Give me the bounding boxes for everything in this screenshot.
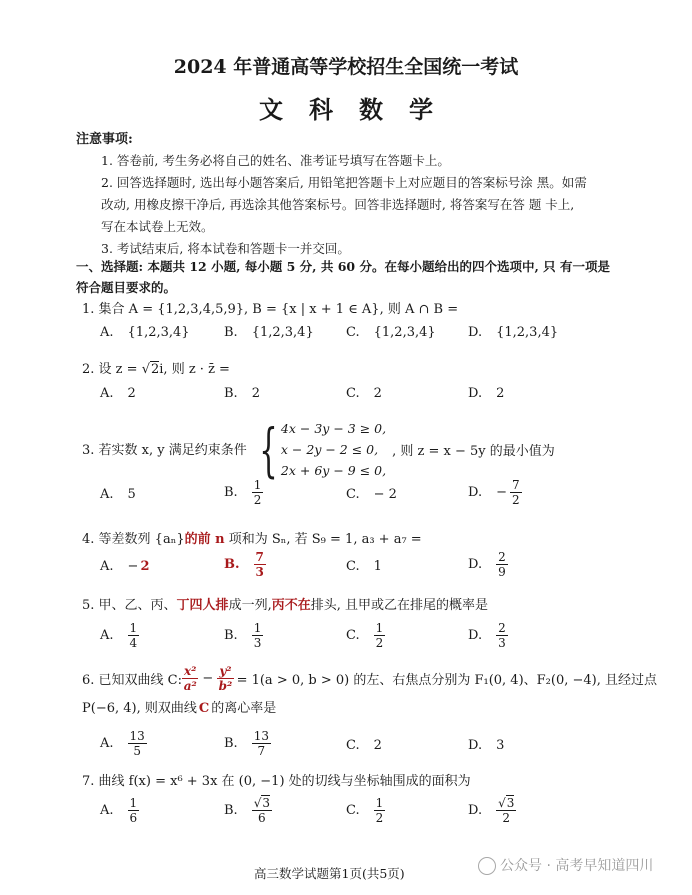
question-stem: 7. 曲线 f(x) = x⁶ + 3x 在 (0, −1) 处的切线与坐标轴围成的面积为 [82,774,471,789]
numerator: √3 [253,796,270,810]
option-d [468,621,508,650]
numerator: 2 [498,550,506,564]
denominator: 6 [129,811,138,825]
fraction [128,796,140,825]
numerator: 1 [129,621,138,635]
minus-sign: − [202,671,214,686]
section-line-1: 一、选择题: 本题共 12 小题, 每小题 5 分, 共 60 分。在每小题给出的四个选项中, 只 有一项是 [76,259,611,274]
option-c [346,738,382,753]
option-value: 2 [251,386,260,401]
question-4 [82,528,642,547]
option-d [468,325,558,340]
option-label: A. [100,386,114,401]
numerator: 1 [129,796,138,810]
stem-text: , 则 z = x − 5y 的最小值为 [392,444,555,459]
option-c [346,621,385,650]
option-a [100,386,136,401]
option-b [224,550,266,579]
question-5 [82,594,642,613]
denominator: 3 [255,565,264,579]
option-value: 2 [373,386,382,401]
option-c [346,559,382,574]
option-b [224,386,260,401]
option-label: C. [346,487,360,502]
option-label: B. [224,386,238,401]
stem-highlight: 丙不在 [271,598,311,613]
radicand: 2 [150,362,160,377]
fraction [374,796,386,825]
option-value: 2 [127,386,136,401]
fraction [496,796,516,825]
constraint-list [281,418,386,481]
fraction [496,550,508,579]
notice-item-2-cont: 改动, 用橡皮擦干净后, 再选涂其他答案标号。回答非选择题时, 将答案写在答 题 卡上, [101,197,575,212]
fraction [182,664,198,693]
wechat-icon [478,857,496,875]
question-3 [82,415,642,484]
option-label: D. [468,738,483,753]
question-1 [82,298,642,317]
option-label: D. [468,628,483,643]
sign: − [496,485,507,500]
stem-text: 心率是 [237,701,277,716]
option-label: C. [346,628,360,643]
fraction [252,478,264,507]
option-label: D. [468,485,483,500]
option-label: B. [224,557,240,572]
notice-heading: 注意事项: [76,132,133,147]
option-label: A. [100,628,114,643]
denominator: 2 [512,493,520,507]
watermark [478,855,653,875]
denominator: 3 [253,636,262,650]
constraint-3: 2x + 6y − 9 ≤ 0, [280,463,387,478]
option-a [100,325,190,340]
notice-item-2: 2. 回答选择题时, 选出每小题答案后, 用铅笔把答题卡上对应题目的答案标号涂 黑。如需 [101,175,587,190]
question-stem: 2. 设 z = √2i, 则 z · z̄ = [82,362,230,377]
option-a [100,621,139,650]
section-line-2: 符合题目要求的。 [76,280,177,295]
fraction [252,796,272,825]
fraction [374,621,386,650]
brace-icon: { [259,415,278,484]
option-label: A. [100,325,114,340]
numerator: 1 [375,796,384,810]
option-label: D. [468,803,483,818]
stem-highlight: C [198,701,210,716]
stem-text: 排头, 且甲或乙在排尾的概率是 [310,598,488,613]
option-label: D. [468,557,483,572]
denominator: 9 [498,565,506,579]
fraction [128,729,147,758]
denominator: 3 [498,636,506,650]
numerator: x² [184,664,197,678]
question-7 [82,770,642,789]
denominator: 2 [375,636,384,650]
question-6 [82,664,657,716]
option-c [346,487,397,502]
option-value: 5 [127,487,136,502]
question-stem: 1. 集合 A = {1,2,3,4,5,9}, B = {x | x + 1 ∈ A}, 则 A ∩ B = [82,302,459,317]
notice-item-2-end: 写在本试卷上无效。 [101,219,214,234]
numerator: 1 [253,478,262,492]
option-d [468,550,508,579]
numerator: 1 [253,621,262,635]
stem-text: = 1(a > 0, b > 0) 的左、右焦点分别为 F₁(0, 4)、F₂(0, −4), 且经过点 [236,673,657,688]
option-b [224,621,263,650]
numerator: 1 [375,621,384,635]
fraction [217,664,233,693]
notice-list [76,150,621,260]
denominator: 6 [258,811,266,825]
option-value: 1 [373,559,382,574]
option-label: A. [100,803,114,818]
option-value: 2 [140,559,150,574]
constraint-system [250,415,555,484]
numerator: y² [219,664,232,678]
stem-text: 成一列, [228,598,272,613]
numerator: 13 [129,729,145,743]
page-footer: 高三数学试题第1页(共5页) [254,866,405,881]
question-stem [82,594,642,613]
stem-highlight: 丁四人排 [176,598,229,613]
option-value: − 2 [373,487,397,502]
sign: − [127,559,139,574]
stem-text: 的离 [211,701,238,716]
denominator: 4 [129,636,138,650]
stem-text: 5. 甲、乙、丙、 [82,598,177,613]
section-heading [76,256,621,298]
constraint-2: x − 2y − 2 ≤ 0, [280,442,379,457]
exam-subject: 文科数学 [259,95,459,124]
numerator: 13 [253,729,269,743]
denominator: a² [183,679,197,693]
fraction [510,478,522,507]
option-a [100,729,147,758]
exam-title: 2024 年普通高等学校招生全国统一考试 [173,56,519,78]
option-label: B. [224,736,238,751]
option-label: A. [100,559,114,574]
option-value: {1,2,3,4} [251,325,314,340]
denominator: 2 [375,811,384,825]
question-stem [82,664,657,693]
stem-text: P(−6, 4), 则双曲线 [82,701,197,716]
option-label: B. [224,325,238,340]
notice-item-1: 1. 答卷前, 考生务必将自己的姓名、准考证号填写在答题卡上。 [101,153,450,168]
radicand: 3 [262,796,270,810]
notice-item-3: 3. 考试结束后, 将本试卷和答题卡一并交回。 [101,241,350,256]
option-value: {1,2,3,4} [127,325,190,340]
denominator: 2 [253,493,262,507]
numerator: 2 [498,621,506,635]
fraction [496,621,508,650]
option-d [468,478,522,507]
option-b [224,796,272,825]
constraint-1: 4x − 3y − 3 ≥ 0, [280,421,387,436]
option-label: C. [346,386,360,401]
denominator: 2 [502,811,511,825]
watermark-text: 公众号 · 高考早知道四川 [500,858,654,874]
option-a [100,487,136,502]
option-b [224,478,263,507]
option-label: C. [346,325,360,340]
option-value: 2 [496,386,505,401]
radicand: 3 [506,796,515,810]
option-label: C. [346,738,360,753]
option-c [346,386,382,401]
option-label: D. [468,325,483,340]
option-b [224,325,314,340]
denominator: b² [218,679,233,693]
option-label: D. [468,386,483,401]
option-label: A. [100,487,114,502]
denominator: 7 [257,744,266,758]
stem-text: 6. 已知双曲线 C: [82,673,182,688]
option-label: A. [100,736,114,751]
option-d [468,796,516,825]
option-value: {1,2,3,4} [373,325,436,340]
option-b [224,729,271,758]
fraction [254,550,266,579]
option-d [468,386,504,401]
fraction [252,729,271,758]
option-c [346,325,436,340]
stem-text: i, 则 z · z̄ = [159,362,230,377]
fraction [252,621,264,650]
denominator: 5 [133,744,141,758]
option-a [100,559,149,574]
question-2 [82,358,642,377]
option-label: B. [224,628,238,643]
question-stem: 3. 若实数 x, y 满足约束条件 [82,443,247,458]
option-value: 3 [496,738,505,753]
stem-text: 4. 等差数列 {aₙ} [82,532,185,547]
numerator: 7 [512,478,520,492]
option-label: B. [224,803,238,818]
stem-text: 2. 设 z = [82,362,142,377]
stem-highlight: 的前 n [184,532,225,547]
option-value: {1,2,3,4} [496,325,559,340]
stem-text: 项和为 Sₙ, 若 S₉ = 1, a₃ + a₇ = [224,532,422,547]
option-label: C. [346,559,360,574]
question-stem-line-2 [82,697,642,716]
option-c [346,796,385,825]
option-a [100,796,139,825]
option-d [468,738,504,753]
option-label: B. [224,485,238,500]
fraction [128,621,140,650]
question-stem [82,528,642,547]
option-label: C. [346,803,360,818]
option-value: 2 [373,738,382,753]
numerator: √3 [498,796,515,810]
numerator: 7 [255,550,264,564]
